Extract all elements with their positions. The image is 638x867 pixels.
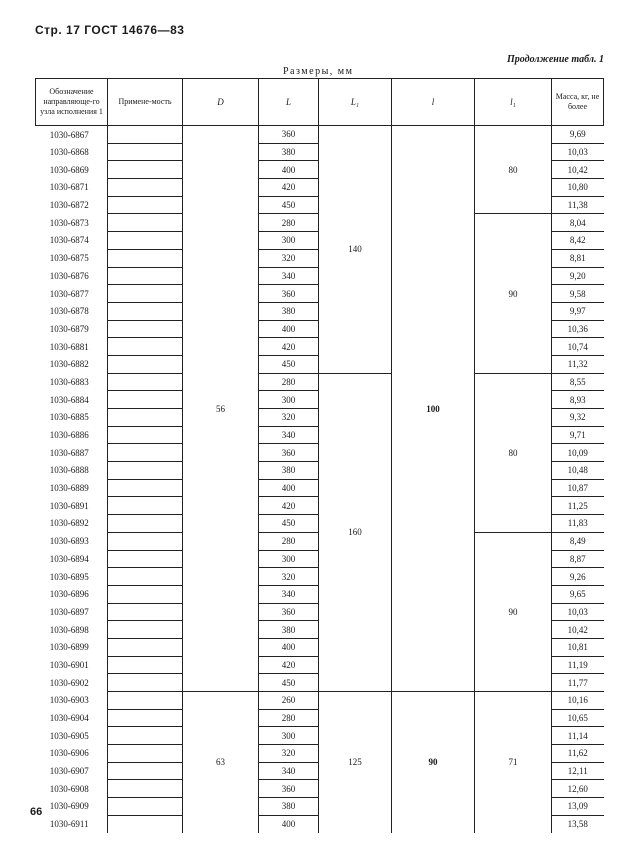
L-value-cell: 280 — [259, 373, 319, 391]
designation-cell: 1030-6911 — [49, 818, 89, 829]
mass-value-cell: 10,74 — [552, 338, 604, 356]
L-value-cell: 450 — [259, 196, 319, 214]
dimensions-table — [35, 78, 604, 833]
designation-cell: 1030-6881 — [49, 341, 89, 352]
mass-value-cell: 8,42 — [552, 232, 604, 250]
L-value-cell: 300 — [259, 550, 319, 568]
designation-cell: 1030-6883 — [49, 376, 89, 387]
table-row — [36, 692, 604, 710]
application-cell — [108, 532, 183, 550]
designation-cell: 1030-6909 — [49, 801, 89, 812]
L1-value-cell: 125 — [319, 692, 392, 833]
application-cell — [108, 179, 183, 197]
mass-value-cell: 12,60 — [552, 780, 604, 798]
application-cell — [108, 126, 183, 144]
page-header: Стр. 17 ГОСТ 14676—83 — [35, 23, 185, 37]
mass-value-cell: 10,42 — [552, 161, 604, 179]
designation-cell: 1030-6895 — [49, 571, 89, 582]
application-cell — [108, 143, 183, 161]
L-value-cell: 320 — [259, 745, 319, 763]
mass-value-cell: 11,32 — [552, 355, 604, 373]
application-cell — [108, 621, 183, 639]
l1-value-cell: 90 — [475, 532, 552, 691]
application-cell — [108, 550, 183, 568]
L-value-cell: 340 — [259, 267, 319, 285]
L-value-cell: 320 — [259, 568, 319, 586]
designation-cell: 1030-6869 — [49, 164, 89, 175]
designation-cell: 1030-6898 — [49, 624, 89, 635]
application-cell — [108, 780, 183, 798]
designation-cell: 1030-6872 — [49, 200, 89, 211]
application-cell — [108, 409, 183, 427]
designation-cell: 1030-6876 — [49, 270, 89, 281]
L-value-cell: 300 — [259, 391, 319, 409]
table-body — [36, 126, 604, 833]
application-cell — [108, 249, 183, 267]
application-cell — [108, 302, 183, 320]
D-value-cell: 63 — [183, 692, 259, 833]
application-cell — [108, 320, 183, 338]
L-value-cell: 420 — [259, 338, 319, 356]
application-cell — [108, 568, 183, 586]
designation-cell: 1030-6892 — [49, 518, 89, 529]
col-L1: L₁ — [319, 79, 392, 126]
L-value-cell: 450 — [259, 515, 319, 533]
L-value-cell: 400 — [281, 819, 296, 830]
mass-value-cell: 13,09 — [552, 798, 604, 816]
designation-cell: 1030-6873 — [49, 217, 89, 228]
L-value-cell: 380 — [259, 462, 319, 480]
designation-cell: 1030-6902 — [49, 677, 89, 688]
designation-cell: 1030-6899 — [49, 642, 89, 653]
application-cell — [108, 373, 183, 391]
designation-cell: 1030-6885 — [49, 412, 89, 423]
L-value-cell: 300 — [259, 232, 319, 250]
L-value-cell: 420 — [259, 179, 319, 197]
application-cell — [108, 585, 183, 603]
application-cell — [108, 444, 183, 462]
application-cell — [108, 285, 183, 303]
L-value-cell: 300 — [259, 727, 319, 745]
mass-value-cell: 9,26 — [552, 568, 604, 586]
designation-cell: 1030-6903 — [49, 695, 89, 706]
dimensions-label: Размеры, мм — [283, 66, 354, 77]
application-cell — [108, 603, 183, 621]
application-cell — [108, 479, 183, 497]
mass-value-cell: 8,87 — [552, 550, 604, 568]
mass-value-cell: 11,83 — [552, 515, 604, 533]
designation-cell: 1030-6908 — [49, 783, 89, 794]
mass-value-cell: 9,58 — [552, 285, 604, 303]
L1-value-cell: 160 — [319, 373, 392, 691]
L-value-cell: 280 — [259, 709, 319, 727]
L-value-cell: 360 — [259, 444, 319, 462]
mass-value-cell: 8,93 — [552, 391, 604, 409]
L-value-cell: 380 — [259, 302, 319, 320]
L-value-cell: 400 — [259, 479, 319, 497]
designation-cell: 1030-6905 — [49, 730, 89, 741]
table-row — [36, 373, 604, 391]
mass-value-cell: 10,03 — [552, 603, 604, 621]
mass-value-cell: 11,25 — [552, 497, 604, 515]
designation-cell: 1030-6888 — [49, 465, 89, 476]
mass-value-cell: 9,65 — [552, 585, 604, 603]
L-value-cell: 340 — [259, 762, 319, 780]
application-cell — [108, 656, 183, 674]
designation-cell: 1030-6868 — [49, 147, 89, 158]
application-cell — [108, 497, 183, 515]
mass-value-cell: 11,38 — [552, 196, 604, 214]
application-cell — [108, 638, 183, 656]
L-value-cell: 400 — [259, 638, 319, 656]
L-value-cell: 280 — [259, 532, 319, 550]
L-value-cell: 360 — [259, 126, 319, 144]
designation-cell: 1030-6901 — [49, 659, 89, 670]
mass-value-cell: 8,49 — [552, 532, 604, 550]
l1-value-cell: 71 — [475, 692, 552, 833]
mass-value-cell: 9,32 — [552, 409, 604, 427]
L-value-cell: 400 — [259, 161, 319, 179]
L-value-cell: 360 — [259, 285, 319, 303]
designation-cell: 1030-6884 — [49, 394, 89, 405]
l1-value-cell: 90 — [475, 214, 552, 373]
application-cell — [108, 267, 183, 285]
designation-cell: 1030-6891 — [49, 500, 89, 511]
mass-value-cell: 11,14 — [552, 727, 604, 745]
col-L: L — [259, 79, 319, 126]
application-cell — [108, 355, 183, 373]
L1-value-cell: 140 — [319, 126, 392, 374]
mass-value-cell: 11,19 — [552, 656, 604, 674]
designation-cell: 1030-6886 — [49, 430, 89, 441]
designation-cell: 1030-6867 — [49, 129, 89, 140]
application-cell — [108, 762, 183, 780]
L-value-cell: 360 — [259, 603, 319, 621]
L-value-cell: 320 — [259, 249, 319, 267]
designation-cell: 1030-6907 — [49, 766, 89, 777]
designation-cell: 1030-6874 — [49, 235, 89, 246]
designation-cell: 1030-6877 — [49, 288, 89, 299]
L-value-cell: 380 — [259, 798, 319, 816]
L-value-cell: 340 — [259, 585, 319, 603]
designation-cell: 1030-6878 — [49, 306, 89, 317]
application-cell — [108, 196, 183, 214]
application-cell — [108, 391, 183, 409]
mass-value-cell: 11,77 — [552, 674, 604, 692]
L-value-cell: 450 — [259, 355, 319, 373]
mass-value-cell: 10,81 — [552, 638, 604, 656]
mass-value-cell: 10,80 — [552, 179, 604, 197]
mass-value-cell: 13,58 — [552, 815, 604, 832]
col-designation: Обозначение направляюще-го узла исполнения 1 — [36, 79, 108, 126]
page-number: 66 — [30, 806, 43, 818]
application-cell — [108, 426, 183, 444]
application-cell — [108, 745, 183, 763]
l-value-cell: 100 — [392, 126, 475, 692]
col-l: l — [392, 79, 475, 126]
designation-cell: 1030-6894 — [49, 553, 89, 564]
L-value-cell: 420 — [259, 497, 319, 515]
designation-cell: 1030-6879 — [49, 323, 89, 334]
mass-value-cell: 10,42 — [552, 621, 604, 639]
mass-value-cell: 10,65 — [552, 709, 604, 727]
designation-cell: 1030-6875 — [49, 253, 89, 264]
L-value-cell: 260 — [259, 692, 319, 710]
designation-cell: 1030-6906 — [49, 748, 89, 759]
mass-value-cell: 9,71 — [552, 426, 604, 444]
mass-value-cell: 8,04 — [552, 214, 604, 232]
L-value-cell: 450 — [259, 674, 319, 692]
application-cell — [108, 709, 183, 727]
application-cell — [108, 515, 183, 533]
designation-cell: 1030-6871 — [49, 182, 89, 193]
application-cell — [108, 815, 183, 832]
designation-cell: 1030-6897 — [49, 606, 89, 617]
application-cell — [108, 727, 183, 745]
application-cell — [108, 232, 183, 250]
table-row — [36, 126, 604, 144]
application-cell — [108, 214, 183, 232]
application-cell — [108, 798, 183, 816]
designation-cell: 1030-6904 — [49, 713, 89, 724]
col-D: D — [183, 79, 259, 126]
mass-value-cell: 9,69 — [552, 126, 604, 144]
L-value-cell: 420 — [259, 656, 319, 674]
application-cell — [108, 674, 183, 692]
designation-cell: 1030-6896 — [49, 589, 89, 600]
application-cell — [108, 338, 183, 356]
mass-value-cell: 10,36 — [552, 320, 604, 338]
designation-cell: 1030-6893 — [49, 536, 89, 547]
mass-value-cell: 11,62 — [552, 745, 604, 763]
L-value-cell: 380 — [259, 143, 319, 161]
mass-value-cell: 12,11 — [552, 762, 604, 780]
mass-value-cell: 8,55 — [552, 373, 604, 391]
mass-value-cell: 10,03 — [552, 143, 604, 161]
L-value-cell: 340 — [259, 426, 319, 444]
mass-value-cell: 10,87 — [552, 479, 604, 497]
col-application: Примене-мость — [108, 79, 183, 126]
l1-value-cell: 80 — [475, 126, 552, 214]
L-value-cell: 320 — [259, 409, 319, 427]
mass-value-cell: 9,20 — [552, 267, 604, 285]
col-l1: l₁ — [475, 79, 552, 126]
L-value-cell: 400 — [259, 320, 319, 338]
D-value-cell: 56 — [183, 126, 259, 692]
application-cell — [108, 462, 183, 480]
mass-value-cell: 8,81 — [552, 249, 604, 267]
table-continuation-label: Продолжение табл. 1 — [506, 54, 604, 65]
l-value-cell: 90 — [392, 692, 475, 833]
application-cell — [108, 161, 183, 179]
mass-value-cell: 9,97 — [552, 302, 604, 320]
L-value-cell: 280 — [259, 214, 319, 232]
mass-value-cell: 10,09 — [552, 444, 604, 462]
mass-value-cell: 10,16 — [552, 692, 604, 710]
designation-cell: 1030-6882 — [49, 359, 89, 370]
designation-cell: 1030-6887 — [49, 447, 89, 458]
col-mass: Масса, кг, не более — [552, 79, 604, 126]
L-value-cell: 360 — [259, 780, 319, 798]
l1-value-cell: 80 — [475, 373, 552, 532]
designation-cell: 1030-6889 — [49, 483, 89, 494]
application-cell — [108, 692, 183, 710]
mass-value-cell: 10,48 — [552, 462, 604, 480]
L-value-cell: 380 — [259, 621, 319, 639]
